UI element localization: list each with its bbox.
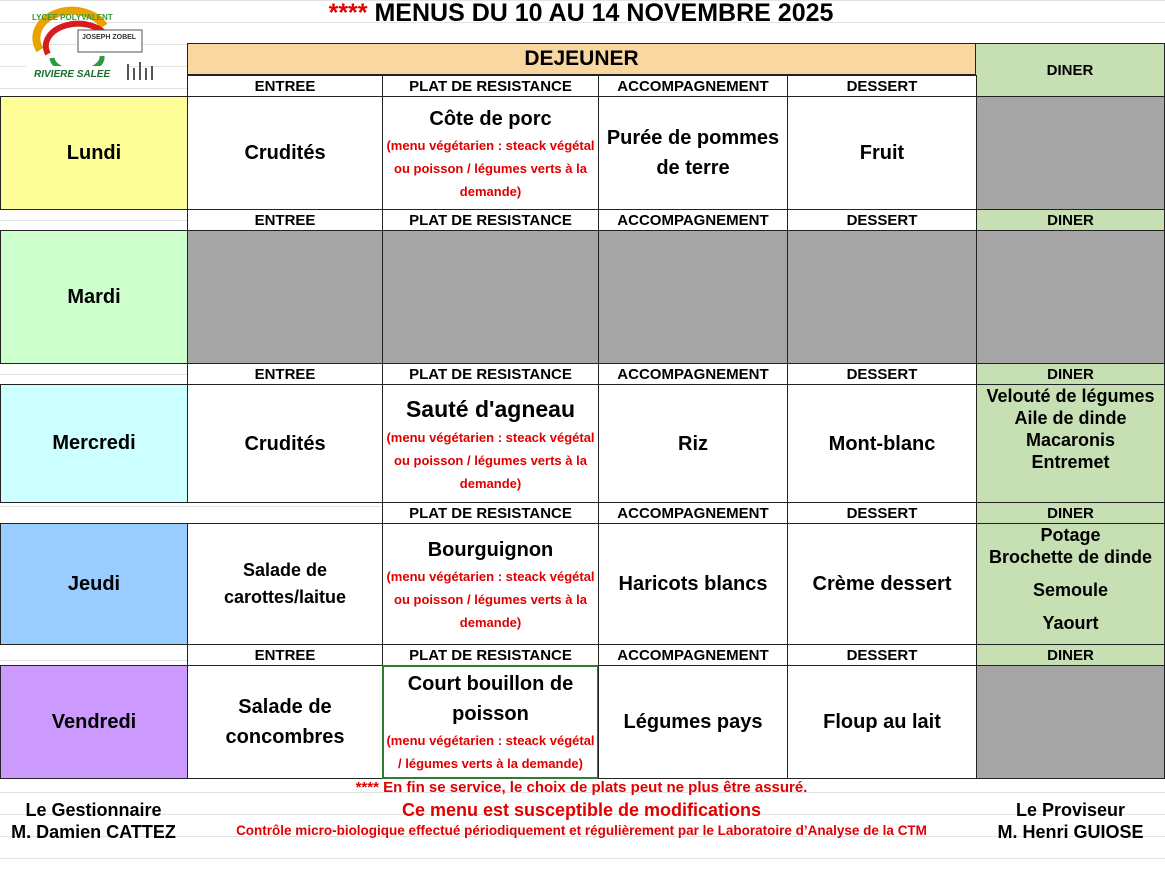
column-header-dessert: DESSERT — [787, 644, 977, 666]
column-header-entree: ENTREE — [187, 209, 383, 231]
menu-cell-plat — [382, 230, 599, 364]
diner-item: Entremet — [1031, 452, 1110, 472]
proviseur-name: M. Henri GUIOSE — [997, 822, 1144, 842]
logo-line1: LYCEE POLYVALENT — [32, 13, 113, 22]
menu-cell-plat — [382, 96, 599, 210]
diner-list — [986, 385, 1154, 473]
menu-cell-plat — [382, 523, 599, 645]
column-header-plat: PLAT DE RESISTANCE — [382, 644, 599, 666]
service-note: **** En fin se service, le choix de plats peut ne plus être assuré. — [355, 779, 808, 796]
dish-name: Crème dessert — [812, 573, 952, 595]
column-header-dessert: DESSERT — [787, 75, 977, 97]
day-cell-mercredi: Mercredi — [0, 384, 188, 503]
controle-note: Contrôle micro-biologique effectué périodiquement et régulièrement par le Laboratoire d’Analyse de la CTM — [236, 823, 927, 838]
diner-list — [989, 524, 1152, 634]
column-header-plat: PLAT DE RESISTANCE — [382, 502, 599, 524]
diner-item: Velouté de légumes — [986, 386, 1155, 406]
column-header-dessert: DESSERT — [787, 502, 977, 524]
dish-name: Purée de pommes de terre — [606, 127, 780, 179]
dish-name: Légumes pays — [623, 711, 763, 733]
diner-item: Aile de dinde — [1014, 408, 1127, 428]
vegetarian-note: (menu végétarien : steack végétal ou poisson / légumes verts à la demande) — [386, 568, 595, 630]
menu-cell-entree — [187, 230, 383, 364]
gestionnaire-title: Le Gestionnaire — [25, 800, 162, 820]
menu-cell-accompagnement — [598, 230, 788, 364]
dish-name: Fruit — [859, 142, 905, 164]
column-header-entree: ENTREE — [187, 644, 383, 666]
dejeuner-header: DEJEUNER — [187, 43, 976, 75]
dish-name: Mont-blanc — [828, 432, 936, 455]
column-header-accompagnement: ACCOMPAGNEMENT — [598, 644, 788, 666]
column-header-accompagnement: ACCOMPAGNEMENT — [598, 209, 788, 231]
school-logo — [22, 6, 162, 86]
menu-cell-plat — [382, 384, 599, 503]
column-header-dessert: DESSERT — [787, 209, 977, 231]
proviseur-title: Le Proviseur — [1015, 800, 1126, 820]
day-cell-lundi: Lundi — [0, 96, 188, 210]
diner-cell — [976, 96, 1165, 210]
title-stars: **** — [328, 0, 375, 27]
title-text: MENUS DU 10 AU 14 NOVEMBRE 2025 — [374, 0, 834, 27]
menu-cell-entree — [187, 523, 383, 645]
diner-header: DINER — [975, 43, 1165, 97]
column-header-entree: ENTREE — [187, 363, 383, 385]
column-header-plat: PLAT DE RESISTANCE — [382, 209, 599, 231]
menu-cell-entree — [187, 96, 383, 210]
diner-item: Yaourt — [1042, 613, 1099, 633]
diner-item: Macaronis — [1025, 430, 1116, 450]
column-header-dessert: DESSERT — [787, 363, 977, 385]
column-header-diner: DINER — [976, 502, 1165, 524]
diner-cell — [976, 230, 1165, 364]
diner-cell — [976, 523, 1165, 645]
column-header-accompagnement: ACCOMPAGNEMENT — [598, 75, 788, 97]
menu-cell-dessert — [787, 384, 977, 503]
dish-name: Crudités — [244, 142, 326, 164]
diner-cell — [976, 384, 1165, 503]
page-title — [186, 0, 976, 27]
menu-cell-accompagnement — [598, 523, 788, 645]
vegetarian-note: (menu végétarien : steack végétal ou poisson / légumes verts à la demande) — [386, 430, 595, 492]
dish-name: Bourguignon — [427, 538, 554, 561]
menu-cell-accompagnement — [598, 384, 788, 503]
dish-name: Crudités — [244, 432, 326, 455]
diner-item: Brochette de dinde — [988, 547, 1153, 567]
vegetarian-note: (menu végétarien : steack végétal ou poisson / légumes verts à la demande) — [386, 137, 595, 199]
dish-name: Salade de carottes/laitue — [223, 560, 347, 607]
column-header-diner: DINER — [976, 363, 1165, 385]
column-header-diner: DINER — [976, 644, 1165, 666]
day-cell-vendredi: Vendredi — [0, 665, 188, 779]
column-header-accompagnement: ACCOMPAGNEMENT — [598, 363, 788, 385]
menu-cell-plat — [382, 665, 599, 779]
menu-cell-dessert — [787, 230, 977, 364]
dish-name: Sauté d'agneau — [405, 395, 576, 422]
menu-cell-entree — [187, 665, 383, 779]
dish-name: Court bouillon de poisson — [407, 673, 574, 725]
vegetarian-note: (menu végétarien : steack végétal / légumes verts à la demande) — [386, 733, 595, 771]
column-header-accompagnement: ACCOMPAGNEMENT — [598, 502, 788, 524]
menu-cell-accompagnement — [598, 96, 788, 210]
diner-item: Potage — [1040, 525, 1101, 545]
dish-name: Côte de porc — [429, 107, 552, 130]
menu-cell-dessert — [787, 523, 977, 645]
dish-name: Haricots blancs — [618, 573, 768, 595]
modification-note: Ce menu est susceptible de modifications — [401, 800, 762, 820]
gestionnaire-name: M. Damien CATTEZ — [11, 822, 176, 842]
day-cell-jeudi: Jeudi — [0, 523, 188, 645]
dish-name: Riz — [678, 432, 708, 455]
menu-cell-accompagnement — [598, 665, 788, 779]
day-cell-mardi: Mardi — [0, 230, 188, 364]
dish-name: Salade de concombres — [225, 696, 345, 748]
logo-line2: JOSEPH ZOBEL — [82, 34, 137, 41]
menu-cell-dessert — [787, 96, 977, 210]
logo-location: RIVIERE SALEE — [34, 69, 111, 80]
column-header-plat: PLAT DE RESISTANCE — [382, 363, 599, 385]
diner-item: Semoule — [1032, 580, 1109, 600]
diner-cell — [976, 665, 1165, 779]
dish-name: Floup au lait — [823, 711, 941, 733]
column-header-entree: ENTREE — [187, 75, 383, 97]
menu-cell-entree — [187, 384, 383, 503]
column-header-diner: DINER — [976, 209, 1165, 231]
column-header-plat: PLAT DE RESISTANCE — [382, 75, 599, 97]
menu-cell-dessert — [787, 665, 977, 779]
